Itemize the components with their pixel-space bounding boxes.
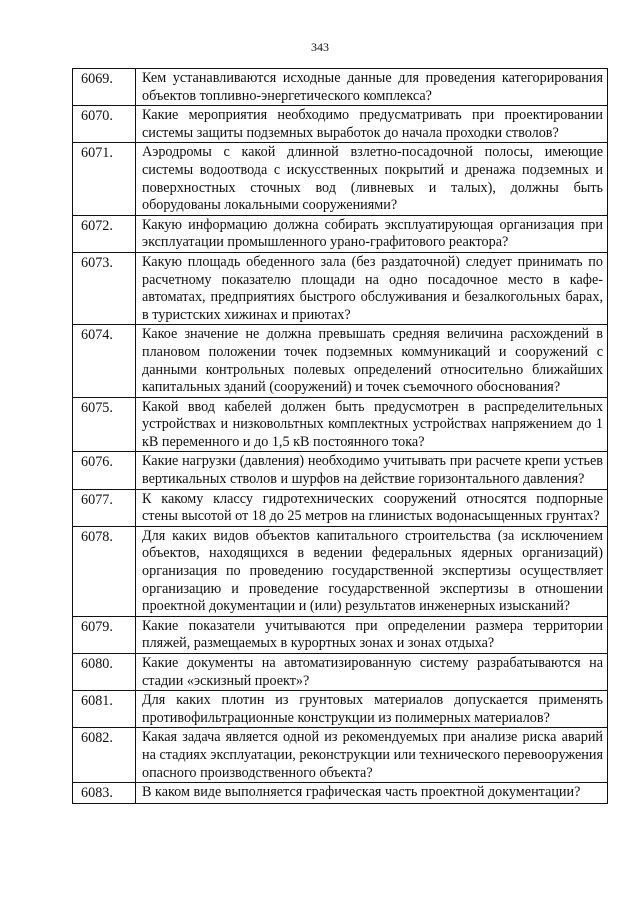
question-number: 6078.: [73, 526, 136, 616]
question-text: Аэродромы с какой длинной взлетно-посадочной полосы, имеющие системы водоотвода с искусственных покрытий и дренажа подземных и поверхностных сточных вод (ливневых и талых), должны быть оборудованы локальными сооружениями?: [136, 143, 608, 215]
table-row: [73, 691, 608, 728]
question-text: Какую информацию должна собирать эксплуатирующая организация при эксплуатации промышленного урано-графитового реактора?: [136, 215, 608, 252]
question-text: К какому классу гидротехнических сооружений относятся подпорные стены высотой от 18 до 25 метров на глинистых водонасыщенных грунтах?: [136, 489, 608, 526]
question-text: Какие нагрузки (давления) необходимо учитывать при расчете крепи устьев вертикальных стволов и шурфов на действие горизонтального давления?: [136, 452, 608, 489]
question-text: В каком виде выполняется графическая часть проектной документации?: [136, 783, 608, 804]
question-text: Какие документы на автоматизированную систему разрабатываются на стадии «эскизный проект»?: [136, 654, 608, 691]
table-row: [73, 489, 608, 526]
question-number: 6072.: [73, 215, 136, 252]
questions-table: [72, 68, 608, 804]
question-text: Какое значение не должна превышать средняя величина расхождений в плановом положении точек подземных коммуникаций и сооружений с данными контрольных полевых определений относительно ближайших капитальных зданий (сооружений) и точек съемочного обоснования?: [136, 325, 608, 397]
question-number: 6074.: [73, 325, 136, 397]
question-number: 6083.: [73, 783, 136, 804]
question-number: 6069.: [73, 69, 136, 106]
question-number: 6080.: [73, 654, 136, 691]
question-number: 6075.: [73, 397, 136, 452]
question-number: 6071.: [73, 143, 136, 215]
table-row: [73, 69, 608, 106]
question-number: 6073.: [73, 252, 136, 324]
question-text: Какую площадь обеденного зала (без раздаточной) следует принимать по расчетному показателю площади на одно посадочное место в кафе-автоматах, предприятиях быстрого обслуживания и безалкогольных барах, в туристских хижинах и приютах?: [136, 252, 608, 324]
question-text: Для каких видов объектов капитального строительства (за исключением объектов, находящихся в ведении федеральных ядерных организаций) организация по проведению государственной экспертизы осуществляет организацию и проведение государственной экспертизы в отношении проектной документации и (или) результатов инженерных изысканий?: [136, 526, 608, 616]
question-number: 6081.: [73, 691, 136, 728]
table-row: [73, 728, 608, 783]
question-text: Для каких плотин из грунтовых материалов допускается применять противофильтрационные конструкции из полимерных материалов?: [136, 691, 608, 728]
table-row: [73, 143, 608, 215]
table-row: [73, 252, 608, 324]
table-row: [73, 325, 608, 397]
table-row: [73, 616, 608, 653]
table-row: [73, 783, 608, 804]
question-number: 6082.: [73, 728, 136, 783]
table-row: [73, 397, 608, 452]
question-text: Какие показатели учитываются при определении размера территории пляжей, размещаемых в курортных зонах и зонах отдыха?: [136, 616, 608, 653]
question-number: 6070.: [73, 106, 136, 143]
page-number: 343: [311, 40, 329, 54]
table-row: [73, 106, 608, 143]
table-row: [73, 654, 608, 691]
question-number: 6079.: [73, 616, 136, 653]
table-row: [73, 452, 608, 489]
question-number: 6076.: [73, 452, 136, 489]
question-text: Какие мероприятия необходимо предусматривать при проектировании системы защиты подземных выработок до начала проходки стволов?: [136, 106, 608, 143]
table-row: [73, 215, 608, 252]
question-number: 6077.: [73, 489, 136, 526]
question-text: Какой ввод кабелей должен быть предусмотрен в распределительных устройствах и низковольтных комплектных устройствах напряжением до 1 кВ переменного и до 1,5 кВ постоянного тока?: [136, 397, 608, 452]
question-text: Кем устанавливаются исходные данные для проведения категорирования объектов топливно-энергетического комплекса?: [136, 69, 608, 106]
table-row: [73, 526, 608, 616]
question-text: Какая задача является одной из рекомендуемых при анализе риска аварий на стадиях эксплуатации, реконструкции или технического перевооружения опасного производственного объекта?: [136, 728, 608, 783]
